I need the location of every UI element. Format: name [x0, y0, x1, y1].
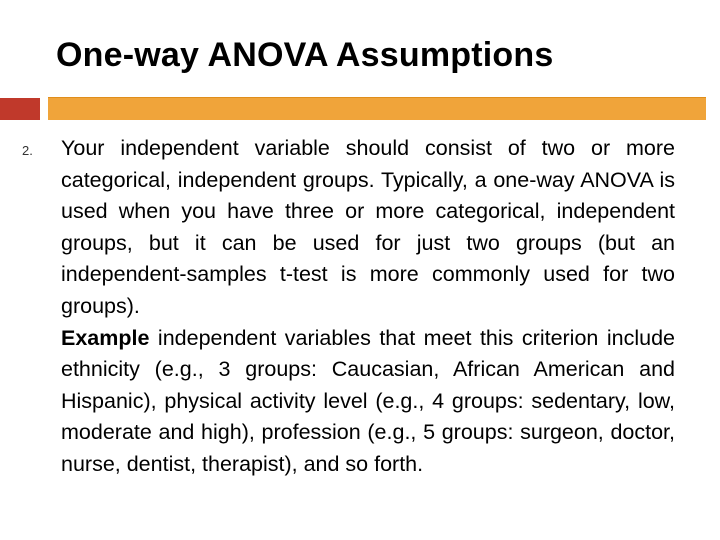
assumption-paragraph: Your independent variable should consist of two or more categorical, independent groups. Typically, a one-way ANOVA is used when you have three or more categorical, independent groups, but it can be used for just two groups (but an independent-samples t-test is more commonly used for two groups).	[61, 136, 675, 318]
slide-title: One-way ANOVA Assumptions	[56, 36, 554, 74]
list-item-number: 2.	[22, 143, 33, 158]
example-label: Example	[61, 325, 150, 350]
list-item-body	[61, 133, 675, 481]
example-text: independent variables that meet this criterion include ethnicity (e.g., 3 groups: Caucasian, African American and Hispanic), physical activity level (e.g., 4 groups: sedentary, low, moderate and high), profession (e.g., 5 groups: surgeon, doctor, nurse, dentist, therapist), and so forth.	[61, 325, 675, 476]
accent-bar-orange	[48, 98, 706, 120]
example-paragraph	[61, 323, 675, 481]
accent-bar-red	[0, 98, 40, 120]
accent-bar-gap	[40, 98, 48, 120]
